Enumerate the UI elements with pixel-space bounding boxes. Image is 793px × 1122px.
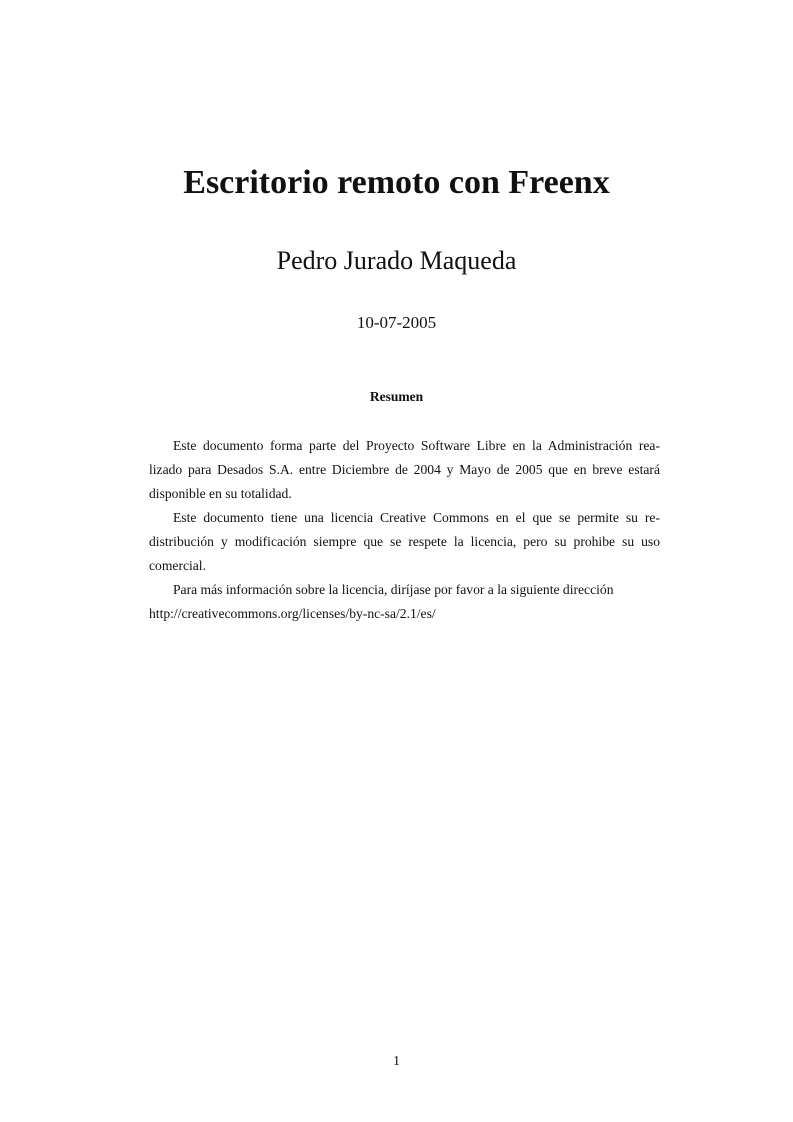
page-number: 1 [393, 1054, 400, 1069]
abstract-line: distribución y modificación siempre que se respete la licencia, pero su prohibe su uso [149, 534, 660, 549]
abstract-body [149, 434, 660, 626]
abstract-line: Este documento forma parte del Proyecto Software Libre en la Administración rea- [173, 438, 660, 453]
abstract-line: disponible en su totalidad. [149, 486, 292, 501]
document-date: 10-07-2005 [356, 313, 437, 332]
abstract-line: Este documento tiene una licencia Creative Commons en el que se permite su re- [173, 510, 660, 525]
abstract-line: comercial. [149, 558, 206, 573]
document-title: Escritorio remoto con Freenx [183, 164, 610, 201]
document-author: Pedro Jurado Maqueda [276, 246, 517, 275]
abstract-heading: Resumen [369, 389, 424, 404]
license-url: http://creativecommons.org/licenses/by-nc-sa/2.1/es/ [149, 606, 436, 621]
abstract-line: lizado para Desados S.A. entre Diciembre de 2004 y Mayo de 2005 que en breve estará [149, 462, 660, 477]
abstract-line: Para más información sobre la licencia, diríjase por favor a la siguiente dirección [173, 582, 614, 597]
